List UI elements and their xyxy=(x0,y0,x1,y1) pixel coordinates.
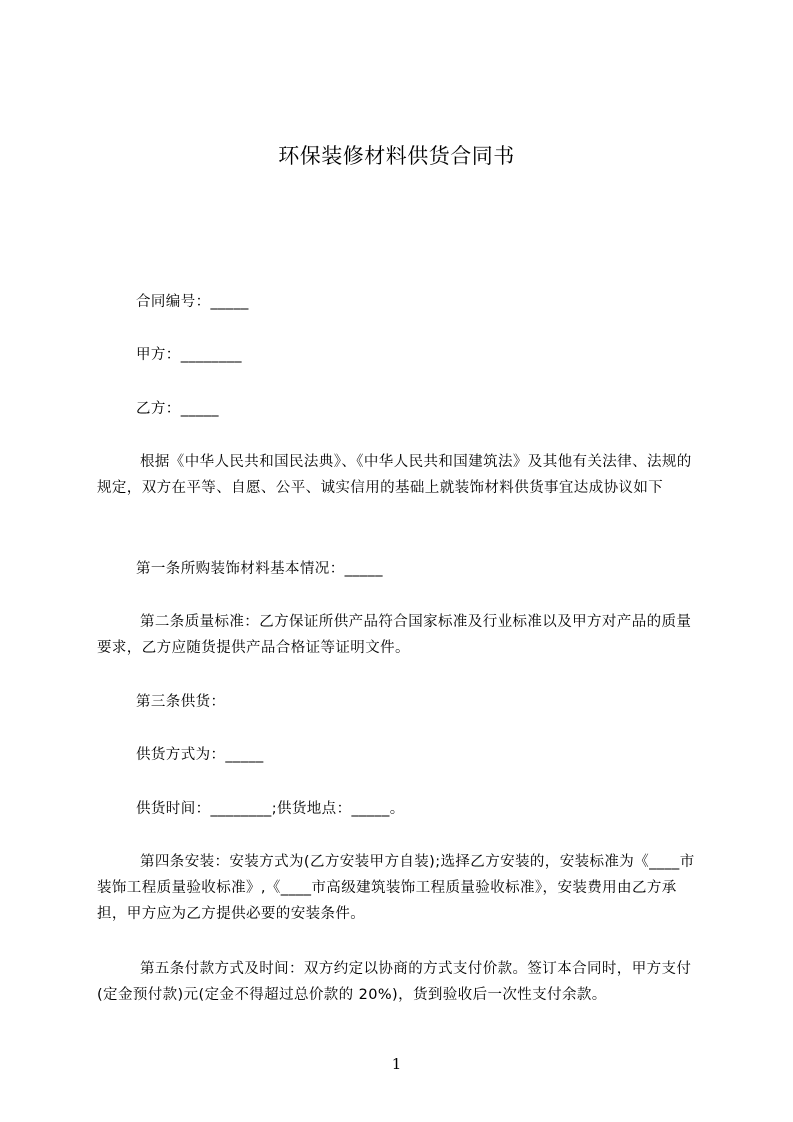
article-3-heading: 第三条供货： xyxy=(136,694,226,710)
article-2-paragraph: 第二条质量标准：乙方保证所供产品符合国家标准及行业标准以及甲方对产品的质量要求，乙方应随货提供产品合格证等证明文件。 xyxy=(97,614,692,656)
article-1-paragraph: 第一条所购装饰材料基本情况：_____ xyxy=(136,561,383,577)
page-number: 1 xyxy=(391,1055,402,1073)
party-a-line: 甲方：________ xyxy=(136,347,242,363)
contract-number-line: 合同编号：_____ xyxy=(136,294,249,310)
article-5-paragraph: 第五条付款方式及时间：双方约定以协商的方式支付价款。签订本合同时，甲方支付(定金预付款)元(定金不得超过总价款的 20%)，货到验收后一次性支付余款。 xyxy=(97,961,692,1003)
article-4-paragraph: 第四条安装：安装方式为(乙方安装甲方自装);选择乙方安装的，安装标准为《____市装饰工程质量验收标准》,《____市高级建筑装饰工程质量验收标准》，安装费用由乙方承担，甲方应为乙方提供必要的安装条件。 xyxy=(97,854,695,922)
supply-method-line: 供货方式为：_____ xyxy=(136,747,264,763)
party-b-line: 乙方：_____ xyxy=(136,401,219,417)
document-title: 环保装修材料供货合同书 xyxy=(278,144,515,168)
preamble-paragraph: 根据《中华人民共和国民法典》、《中华人民共和国建筑法》及其他有关法律、法规的规定，双方在平等、自愿、公平、诚实信用的基础上就装饰材料供货事宜达成协议如下 xyxy=(97,454,692,496)
supply-time-place-line: 供货时间：________;供货地点：_____。 xyxy=(136,801,405,817)
